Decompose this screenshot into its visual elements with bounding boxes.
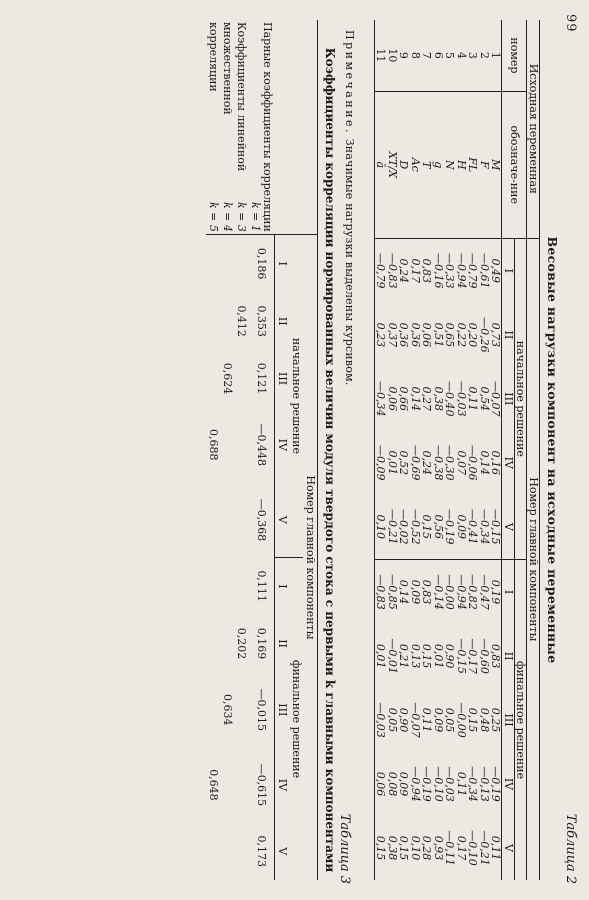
- component-header: II: [275, 293, 290, 350]
- t3-header-final: финальное решение: [290, 659, 303, 779]
- table-cell: —0,19: [420, 766, 434, 802]
- row-number: 6: [433, 20, 445, 91]
- table-cell: [207, 672, 221, 747]
- table-cell: 0,19: [489, 579, 503, 605]
- header-designation: обозначе-ние: [502, 91, 527, 238]
- table-cell: —0,85: [386, 574, 399, 610]
- table-cell: —0,13: [478, 766, 491, 802]
- table-cell: 0,24: [397, 258, 411, 284]
- table-cell: 0,14: [397, 579, 411, 605]
- table-cell: [207, 615, 221, 672]
- row-designation: FL: [467, 91, 479, 238]
- table-cell: 0,15: [466, 707, 480, 733]
- table-row: [467, 20, 479, 880]
- table-row: [433, 20, 445, 880]
- table-cell: 0,17: [409, 258, 422, 284]
- table-cell: [207, 293, 221, 350]
- table-cell: 0,15: [420, 643, 434, 669]
- table-cell: —0,94: [409, 766, 422, 802]
- table-cell: —0,61: [478, 253, 491, 289]
- table-cell: 0,56: [433, 495, 445, 560]
- header-number: номер: [502, 20, 527, 91]
- row-label: [235, 20, 249, 234]
- table-cell: [207, 558, 221, 615]
- table-cell: 0,16: [489, 450, 503, 475]
- table-cell: 0,09: [397, 771, 411, 797]
- table-cell: [221, 407, 235, 482]
- table2-title: Весовые нагрузки компонент на исходные переменные: [545, 236, 560, 664]
- row-k: k = 3: [235, 201, 249, 232]
- table-cell: 0,22: [455, 322, 468, 348]
- table-cell: 0,01: [386, 450, 399, 475]
- table3-label: Таблица 3: [337, 813, 352, 884]
- table2: [374, 20, 540, 880]
- component-header: V: [275, 823, 290, 880]
- table-cell: 0,27: [420, 386, 434, 412]
- table-cell: —0,01: [386, 638, 399, 674]
- table-cell: 0,83: [420, 579, 434, 605]
- table-row: [249, 20, 275, 880]
- table-cell: —0,34: [375, 367, 387, 431]
- row-designation: g: [433, 91, 445, 238]
- table-cell: 0,14: [478, 450, 491, 475]
- row-number: 3: [467, 20, 479, 91]
- table-cell: —0,11: [443, 830, 457, 866]
- table-cell: —0,19: [489, 766, 503, 802]
- table-cell: —0,79: [375, 238, 387, 303]
- table-cell: [221, 293, 235, 350]
- table-cell: 0,06: [375, 752, 387, 816]
- table-cell: —0,15: [455, 638, 468, 674]
- row-number: 9: [398, 20, 410, 91]
- table-row: [375, 20, 387, 880]
- table-cell: —0,14: [432, 574, 445, 610]
- row-designation: ā: [375, 91, 387, 238]
- table-cell: —0,21: [478, 830, 491, 866]
- component-header: IV: [275, 747, 290, 822]
- table-cell: 0,83: [420, 258, 434, 284]
- row-k: k = 5: [207, 201, 221, 232]
- table-cell: 0,412: [235, 305, 249, 337]
- table-cell: —0,83: [386, 253, 399, 289]
- table-cell: 0,36: [409, 322, 422, 348]
- table-cell: 0,15: [397, 835, 411, 861]
- table-cell: 0,11: [455, 771, 468, 797]
- table-cell: [221, 482, 235, 557]
- component-header: III: [502, 367, 515, 431]
- row-designation: N: [444, 91, 456, 238]
- table3-body: [207, 20, 275, 880]
- table-cell: 0,01: [432, 643, 445, 669]
- table-cell: 0,38: [432, 386, 445, 412]
- table-cell: 0,15: [421, 495, 433, 560]
- table-cell: —0,06: [466, 444, 480, 481]
- component-header: II: [502, 303, 515, 367]
- table-cell: 0,37: [386, 322, 399, 348]
- table-cell: —0,17: [466, 638, 480, 674]
- header-source-var: Исходная переменная: [527, 20, 540, 238]
- row-k: k = 1: [249, 201, 263, 232]
- table-cell: [207, 482, 221, 557]
- table-row: [235, 20, 249, 880]
- component-header: II: [275, 615, 290, 672]
- table-cell: —0,40: [443, 381, 457, 417]
- table-cell: [221, 823, 235, 880]
- row-number: 11: [375, 20, 387, 91]
- row-number: 1: [490, 20, 502, 91]
- table-cell: 0,111: [255, 570, 269, 602]
- table-cell: 0,08: [386, 771, 399, 797]
- table-cell: 0,202: [235, 627, 249, 660]
- table-cell: [235, 558, 249, 615]
- table-cell: —0,19: [444, 495, 456, 560]
- row-number: 2: [479, 20, 491, 91]
- table-cell: —0,448: [255, 423, 269, 467]
- table-cell: [235, 747, 249, 822]
- table-cell: —0,07: [409, 702, 422, 738]
- table-cell: —0,94: [455, 253, 468, 289]
- table-cell: 0,54: [478, 386, 491, 412]
- table-cell: 0,624: [221, 362, 235, 395]
- row-designation: Ac: [410, 91, 422, 238]
- table-cell: 0,51: [432, 322, 445, 348]
- table-cell: —0,10: [466, 830, 480, 866]
- table-cell: 0,11: [466, 386, 480, 412]
- table-cell: —0,00: [443, 574, 457, 610]
- table-cell: —0,52: [410, 495, 422, 560]
- table-row: [490, 20, 502, 880]
- component-header: I: [275, 558, 290, 615]
- table-cell: 0,01: [375, 624, 387, 688]
- table-cell: [207, 350, 221, 407]
- component-header: II: [502, 624, 515, 688]
- table-cell: —0,79: [466, 253, 480, 289]
- table-cell: 0,90: [443, 643, 457, 669]
- table-cell: —0,615: [255, 763, 269, 807]
- row-number: 5: [444, 20, 456, 91]
- table-row: [207, 20, 221, 880]
- table-cell: 0,09: [432, 707, 445, 733]
- row-number: 10: [387, 20, 399, 91]
- note-text: Значимые нагрузки выделены курсивом.: [343, 138, 356, 386]
- table-cell: 0,09: [409, 579, 422, 605]
- table-cell: 0,05: [443, 707, 457, 733]
- table-cell: 0,38: [386, 835, 399, 861]
- row-label: [207, 20, 221, 234]
- row-k: k = 4: [221, 201, 235, 232]
- table-row: [456, 20, 468, 880]
- rotated-content: [10, 10, 580, 890]
- table-cell: —0,33: [443, 253, 457, 289]
- table-cell: [235, 823, 249, 880]
- table-cell: 0,25: [489, 707, 503, 733]
- t3-header-component-number: Номер главной компоненты: [303, 234, 318, 880]
- component-header: I: [275, 234, 290, 292]
- table-cell: —0,00: [455, 702, 468, 738]
- header-initial-solution: начальное решение: [515, 238, 528, 559]
- table-cell: 0,83: [489, 643, 503, 669]
- table-cell: 0,06: [420, 322, 434, 348]
- component-header: III: [502, 688, 515, 752]
- table-cell: 0,11: [420, 707, 434, 733]
- table-cell: —0,34: [466, 766, 480, 802]
- table-cell: —0,02: [398, 495, 410, 560]
- table-cell: —0,60: [478, 638, 491, 674]
- table-cell: —0,30: [443, 444, 457, 481]
- table-cell: 0,353: [255, 305, 269, 337]
- table-cell: 0,17: [455, 835, 468, 861]
- component-header: I: [502, 559, 515, 624]
- table-row: [398, 20, 410, 880]
- component-header: IV: [502, 431, 515, 495]
- table-cell: —0,47: [478, 574, 491, 610]
- table-cell: —0,94: [455, 574, 468, 610]
- table-row: [444, 20, 456, 880]
- table-cell: 0,66: [397, 386, 411, 412]
- table-cell: —0,03: [443, 766, 457, 802]
- table-row: [410, 20, 422, 880]
- header-final-solution: финальное решение: [515, 559, 528, 880]
- table-cell: —0,26: [478, 317, 491, 353]
- table2-label: Таблица 2: [563, 813, 578, 884]
- table-cell: 0,121: [255, 362, 269, 395]
- table-cell: 0,186: [255, 247, 269, 280]
- table-cell: —0,07: [489, 381, 503, 417]
- table-cell: [221, 747, 235, 822]
- table-cell: [235, 350, 249, 407]
- table-cell: —0,83: [375, 559, 387, 624]
- table-cell: —0,368: [255, 498, 269, 542]
- table-cell: —0,38: [432, 444, 445, 481]
- table-cell: 0,09: [456, 495, 468, 560]
- row-designation: H: [456, 91, 468, 238]
- table-cell: 0,73: [489, 322, 503, 348]
- row-label-text: Парные коэффициенты корреляции: [261, 22, 275, 232]
- table-cell: 0,93: [432, 835, 445, 861]
- table-cell: 0,20: [466, 322, 480, 348]
- row-designation: D: [398, 91, 410, 238]
- table3-corner: [275, 20, 318, 234]
- component-header: V: [275, 482, 290, 557]
- table-cell: 0,24: [420, 450, 434, 475]
- component-header: V: [502, 816, 515, 880]
- row-designation: M: [490, 91, 502, 238]
- row-designation: F: [479, 91, 491, 238]
- table-cell: 0,21: [397, 643, 411, 669]
- table-cell: —0,21: [387, 495, 399, 560]
- table-cell: 0,10: [375, 495, 387, 560]
- table-cell: [235, 234, 249, 292]
- table-cell: [235, 672, 249, 747]
- table-cell: [221, 615, 235, 672]
- table-cell: 0,11: [489, 835, 503, 861]
- table2-note: [343, 30, 356, 386]
- table-cell: —0,10: [432, 766, 445, 802]
- table-cell: [207, 234, 221, 292]
- component-header: III: [275, 350, 290, 407]
- table-cell: 0,52: [397, 450, 411, 475]
- page-number: 99: [563, 14, 578, 33]
- table-row: [479, 20, 491, 880]
- component-header: IV: [275, 407, 290, 482]
- header-component-number: Номер главной компоненты: [527, 238, 540, 880]
- table-cell: —0,15: [490, 495, 502, 560]
- table-cell: —0,015: [255, 688, 269, 732]
- component-header: V: [502, 495, 515, 560]
- table-cell: —0,41: [467, 495, 479, 560]
- table-cell: [221, 234, 235, 292]
- table-cell: —0,69: [409, 444, 422, 481]
- table-cell: 0,13: [409, 643, 422, 669]
- table-cell: —0,16: [432, 253, 445, 289]
- table-cell: [235, 407, 249, 482]
- table-cell: 0,65: [443, 322, 457, 348]
- component-header: I: [502, 238, 515, 303]
- table-cell: 0,173: [255, 835, 269, 867]
- row-designation: XT/X: [387, 91, 399, 238]
- table-cell: [207, 823, 221, 880]
- row-label-text: Коэффициенты линейной: [235, 22, 249, 172]
- t3-header-initial: начальное решение: [289, 234, 303, 557]
- table-row: [387, 20, 399, 880]
- row-designation: T: [421, 91, 433, 238]
- table-cell: 0,48: [478, 707, 491, 733]
- table-cell: 0,14: [409, 386, 422, 412]
- table-cell: 0,05: [386, 707, 399, 733]
- table-cell: 0,23: [375, 303, 387, 367]
- table-cell: —0,82: [466, 574, 480, 610]
- table-cell: —0,34: [479, 495, 491, 560]
- row-label-text: множественной: [221, 22, 235, 115]
- table-cell: 0,634: [221, 694, 235, 726]
- table-cell: 0,169: [255, 627, 269, 660]
- table3: [207, 20, 319, 880]
- table-cell: 0,28: [420, 835, 434, 861]
- table-cell: —0,03: [455, 381, 468, 417]
- table-cell: —0,09: [375, 431, 387, 495]
- table-cell: 0,06: [386, 386, 399, 412]
- component-header: IV: [502, 752, 515, 816]
- table2-body: [375, 20, 503, 880]
- table-cell: 0,07: [455, 450, 468, 475]
- table-cell: 0,648: [207, 769, 221, 801]
- table-cell: 0,49: [489, 258, 503, 284]
- row-number: 7: [421, 20, 433, 91]
- table-row: [221, 20, 235, 880]
- table-cell: 0,688: [207, 429, 221, 461]
- table-cell: —0,03: [375, 688, 387, 752]
- table-cell: 0,10: [409, 835, 422, 861]
- component-header: III: [275, 672, 290, 747]
- table-cell: [221, 558, 235, 615]
- row-label: [221, 20, 235, 234]
- table-cell: [235, 482, 249, 557]
- table3-title: Коэффициенты корреляции нормированных величин модуля твердого стока с первыми k главными компонентами: [323, 47, 337, 873]
- table-cell: 0,90: [397, 707, 411, 733]
- row-number: 8: [410, 20, 422, 91]
- table-cell: 0,15: [375, 816, 387, 880]
- table-cell: 0,36: [397, 322, 411, 348]
- table-row: [421, 20, 433, 880]
- note-label: Примечание.: [343, 30, 356, 136]
- row-number: 4: [456, 20, 468, 91]
- row-label: [249, 20, 275, 234]
- row-label-text: корреляции: [207, 22, 221, 92]
